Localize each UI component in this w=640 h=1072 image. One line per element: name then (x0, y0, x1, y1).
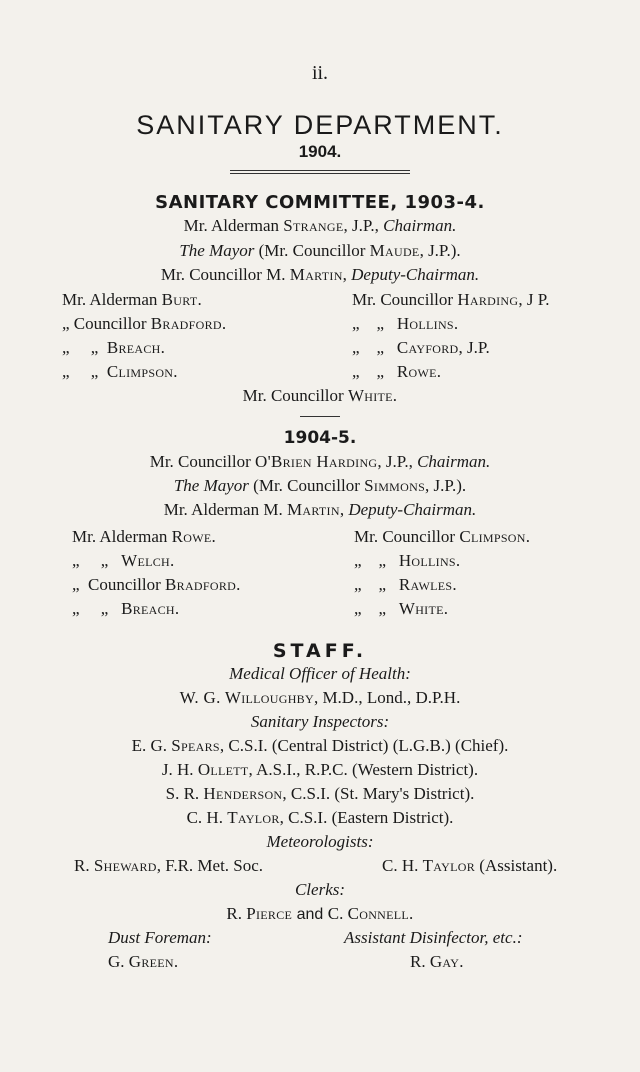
person-name: Connell. (347, 904, 414, 923)
chair-name: Strange (283, 216, 344, 235)
member-name: Rowe. (171, 527, 217, 546)
meteorologists-label: Meteorologists: (266, 832, 374, 851)
member-name: Burt. (161, 290, 203, 309)
member-prefix: „ „ (72, 551, 122, 570)
member-prefix: „ Councillor (62, 314, 151, 333)
member-right-1 (354, 527, 530, 547)
committee-1903-deputy (0, 265, 640, 285)
member-prefix: „ „ (352, 314, 397, 333)
member-prefix: Mr. Councillor (354, 527, 460, 546)
person-details: , A.S.I., R.P.C. (Western District). (248, 760, 479, 779)
member-left-4 (72, 599, 179, 619)
member-name: Bradford. (150, 314, 227, 333)
deputy-sep: , (342, 265, 352, 284)
member-name: White. (347, 386, 398, 405)
chair-prefix: Mr. Councillor (149, 452, 256, 471)
committee-1903-last-member (0, 386, 640, 406)
inspector-4 (0, 808, 640, 828)
mayor-name: Maude (369, 241, 420, 260)
staff-heading: STAFF. (272, 640, 368, 662)
member-prefix: „ „ (352, 362, 397, 381)
committee-1903-mayor (0, 241, 640, 261)
person-details: , F.R. Met. Soc. (156, 856, 264, 875)
person-name: Taylor (422, 856, 476, 875)
member-right-4 (352, 362, 441, 382)
inspectors-label: Sanitary Inspectors: (250, 712, 390, 731)
deputy-prefix: Mr. Councillor M. (160, 265, 290, 284)
chair-prefix: Mr. Alderman (183, 216, 284, 235)
person-name: Pierce (246, 904, 293, 923)
member-name: Breach. (106, 338, 166, 357)
person-details: (Assistant). (475, 856, 558, 875)
member-prefix: „ „ (352, 338, 397, 357)
page-number: ii. (311, 62, 329, 84)
person-initials: E. G. (131, 736, 172, 755)
mayor-suffix: , J.P.). (425, 476, 467, 495)
committee-1903-chairman (0, 216, 640, 236)
inspector-2 (0, 760, 640, 780)
disinfector-label: Assistant Disinfector, etc.: (344, 928, 523, 947)
person-details: , C.S.I. (Eastern District). (279, 808, 454, 827)
chair-name: O'Brien Harding (255, 452, 378, 471)
mayor-prefix: (Mr. Councillor (254, 241, 370, 260)
member-right-2 (352, 314, 458, 334)
member-left-3 (72, 575, 241, 595)
member-right-1 (352, 290, 550, 310)
person-name: Green. (128, 952, 179, 971)
person-initials: C. H. (186, 808, 228, 827)
member-name: Cayford (396, 338, 459, 357)
moh-entry (0, 688, 640, 708)
person-name: Taylor (227, 808, 280, 827)
member-left-4 (62, 362, 178, 382)
member-name: Harding (457, 290, 519, 309)
chair-role: Chairman. (417, 452, 491, 471)
member-prefix: „ „ (62, 362, 107, 381)
member-left-2 (72, 551, 175, 571)
mayor-role: The Mayor (179, 241, 255, 260)
person-name: Henderson (203, 784, 283, 803)
double-rule-bottom (230, 173, 410, 174)
member-prefix: „ Councillor (72, 575, 166, 594)
member-right-3 (352, 338, 490, 358)
year-heading: 1904. (298, 142, 342, 161)
member-name: Rawles. (398, 575, 457, 594)
member-name: White. (398, 599, 449, 618)
inspector-1 (0, 736, 640, 756)
deputy-prefix: Mr. Alderman M. (163, 500, 287, 519)
chair-mid: , J.P., (377, 452, 418, 471)
mayor-suffix: , J.P.). (419, 241, 461, 260)
member-name: Hollins. (396, 314, 459, 333)
person-initials: C. (327, 904, 348, 923)
moh-label: Medical Officer of Health: (229, 664, 411, 683)
disinfector-entry (410, 952, 464, 972)
section-divider (300, 416, 340, 417)
clerks-label: Clerks: (294, 880, 346, 899)
person-name: Spears (171, 736, 220, 755)
member-left-1 (62, 290, 202, 310)
person-details: , C.S.I. (St. Mary's District). (282, 784, 475, 803)
member-right-4 (354, 599, 448, 619)
person-name: Ollett (197, 760, 249, 779)
committee-1904-heading: 1904-5. (283, 428, 357, 448)
person-name: Sheward (93, 856, 157, 875)
page-title: SANITARY DEPARTMENT. (136, 110, 504, 140)
member-prefix: Mr. Alderman (72, 527, 172, 546)
deputy-role: Deputy-Chairman. (348, 500, 477, 519)
mayor-name: Simmons (364, 476, 426, 495)
committee-1904-mayor (0, 476, 640, 496)
member-left-3 (62, 338, 165, 358)
member-prefix: „ „ (354, 575, 399, 594)
member-prefix: „ „ (72, 599, 122, 618)
member-right-2 (354, 551, 460, 571)
member-name: Breach. (121, 599, 180, 618)
member-prefix: „ „ (354, 599, 399, 618)
person-initials: R. (410, 952, 430, 971)
mayor-prefix: (Mr. Councillor (248, 476, 365, 495)
member-prefix: Mr. Councillor (352, 290, 458, 309)
member-prefix: „ „ (62, 338, 107, 357)
member-suffix: , J.P. (458, 338, 490, 357)
person-quals: , M.D., Lond., D.P.H. (313, 688, 461, 707)
deputy-sep: , (339, 500, 349, 519)
deputy-role: Deputy-Chairman. (351, 265, 480, 284)
committee-1904-chairman (0, 452, 640, 472)
member-left-2 (62, 314, 226, 334)
member-name: Welch. (121, 551, 175, 570)
person-initials: J. H. (161, 760, 198, 779)
person-details: , C.S.I. (Central District) (L.G.B.) (Chief). (219, 736, 509, 755)
member-name: Climpson. (106, 362, 178, 381)
dust-foreman-label: Dust Foreman: (108, 928, 212, 947)
person-initials: R. (226, 904, 247, 923)
meteorologist-2 (382, 856, 557, 876)
member-prefix: Mr. Councillor (242, 386, 348, 405)
committee-1904-deputy (0, 500, 640, 520)
mayor-role: The Mayor (173, 476, 249, 495)
member-name: Rowe. (396, 362, 442, 381)
meteorologist-1 (74, 856, 263, 876)
double-rule-top (230, 170, 410, 171)
chair-mid: , J.P., (343, 216, 384, 235)
member-right-3 (354, 575, 457, 595)
member-name: Bradford. (165, 575, 241, 594)
member-prefix: Mr. Alderman (62, 290, 162, 309)
person-name: W. G. Willoughby (179, 688, 314, 707)
inspector-3 (0, 784, 640, 804)
deputy-name: Martin (289, 265, 343, 284)
dust-foreman-entry (108, 952, 178, 972)
member-suffix: , J P. (518, 290, 550, 309)
person-initials: C. H. (382, 856, 423, 875)
person-name: Gay. (429, 952, 464, 971)
member-name: Climpson. (459, 527, 531, 546)
conjunction: and (292, 906, 328, 923)
committee-1903-heading: SANITARY COMMITTEE, 1903-4. (155, 192, 485, 213)
member-name: Hollins. (398, 551, 461, 570)
deputy-name: Martin (286, 500, 340, 519)
member-prefix: „ „ (354, 551, 399, 570)
member-left-1 (72, 527, 216, 547)
person-initials: R. (74, 856, 94, 875)
chair-role: Chairman. (383, 216, 457, 235)
person-initials: S. R. (165, 784, 204, 803)
person-initials: G. (108, 952, 129, 971)
clerks-entry (0, 904, 640, 924)
